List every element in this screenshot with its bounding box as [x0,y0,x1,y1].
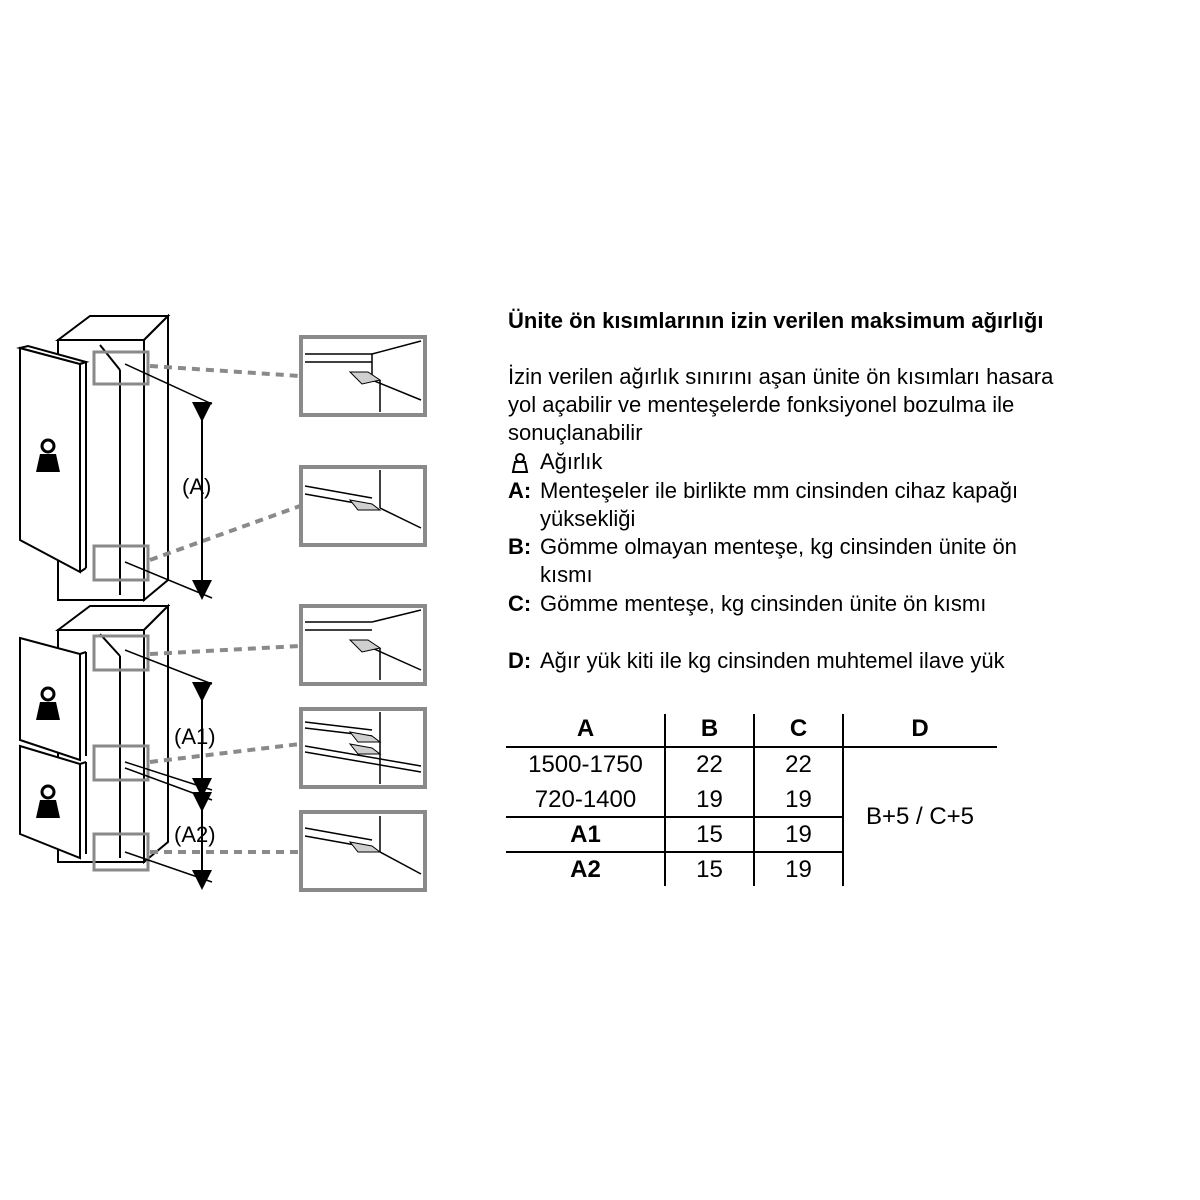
table-cell-c: 19 [785,786,812,813]
table-header-a: A [576,715,595,742]
table-cell-b: 15 [696,856,723,883]
legend-key: A: [508,478,532,503]
table-cell-a: 720-1400 [534,786,637,813]
legend-weight-label: Ağırlık [540,449,603,474]
table-cell-a: A2 [570,856,601,883]
intro-line: İzin verilen ağırlık sınırını aşan ünite ön kısımları hasara [508,364,1054,389]
dim-label-a2: (A2) [174,822,216,847]
legend-line: yüksekliği [540,506,636,531]
table-header-b: B [700,715,719,742]
legend-desc: Ağır yük kiti ile kg cinsinden muhtemel ilave yük [540,648,1005,673]
table-cell-c: 22 [785,751,812,778]
legend-line: Menteşeler ile birlikte mm cinsinden cihaz kapağı [540,478,1019,503]
intro-line: sonuçlanabilir [508,420,643,445]
hinge-detail-2 [301,467,425,545]
table-header-c: C [789,715,808,742]
legend-line: kısmı [540,562,593,587]
intro-text [508,363,1188,447]
legend-desc [540,477,1160,533]
legend-desc [540,533,1160,589]
table-cell-c: 19 [785,821,812,848]
hinge-diagram [0,0,500,900]
hinge-detail-4 [301,709,425,787]
table-header-d: D [911,715,929,742]
legend-key: C: [508,591,532,616]
page-title: Ünite ön kısımlarının izin verilen maksimum ağırlığı [508,308,1044,333]
legend-line: Gömme olmayan menteşe, kg cinsinden ünite ön [540,534,1017,559]
dim-label-a: (A) [182,474,212,499]
legend-key: B: [508,534,532,559]
legend-desc: Gömme menteşe, kg cinsinden ünite ön kısmı [540,591,987,616]
weight-icon [510,452,530,474]
table-cell-d: B+5 / C+5 [865,803,975,830]
table-cell-c: 19 [785,856,812,883]
legend-key: D: [508,648,532,673]
intro-line: yol açabilir ve menteşelerde fonksiyonel bozulma ile [508,392,1015,417]
hinge-detail-5 [301,812,425,890]
hinge-detail-3 [301,606,425,684]
table-cell-a: A1 [570,821,601,848]
hinge-detail-1 [301,337,425,415]
dim-label-a1: (A1) [174,724,216,749]
table-cell-b: 19 [696,786,723,813]
table-cell-a: 1500-1750 [528,751,643,778]
table-cell-b: 15 [696,821,723,848]
table-cell-b: 22 [696,751,723,778]
